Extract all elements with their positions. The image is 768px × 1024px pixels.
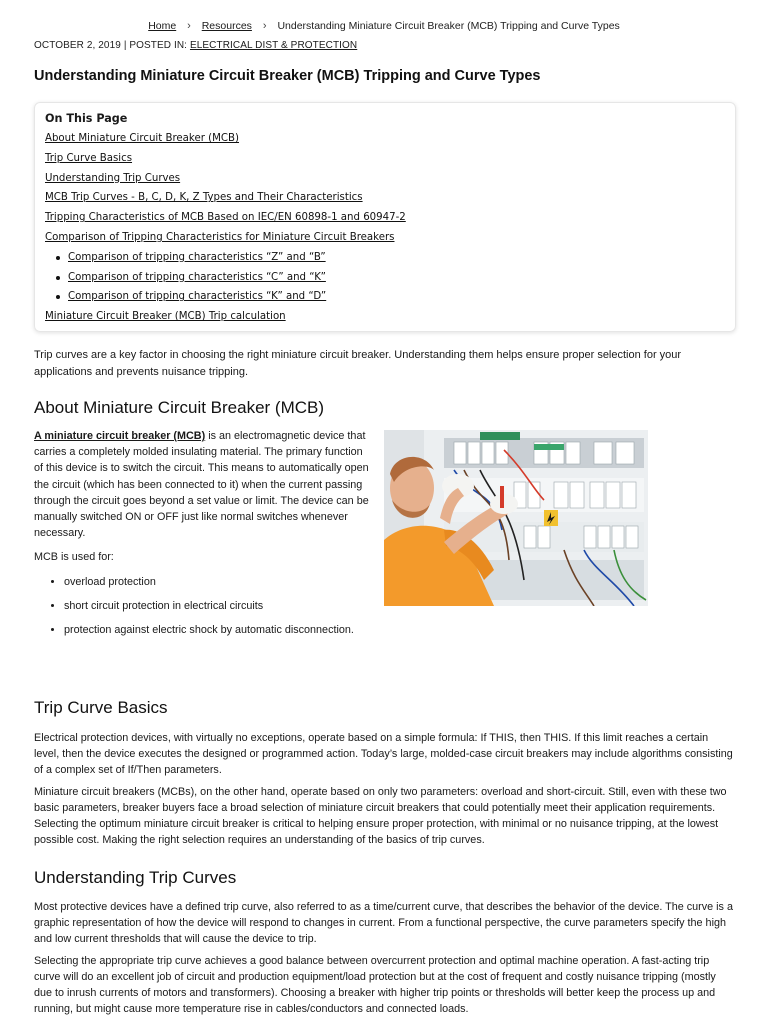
toc-link-compare-z-b[interactable]: Comparison of tripping characteristics “Z” and “B” xyxy=(68,251,326,263)
toc-item xyxy=(45,210,725,230)
trip-basics-paragraph: Electrical protection devices, with virtually no exceptions, operate based on a simple formula: If THIS, then THIS. If this limit reaches a certain level, then the device executes the designed or programmed action. Today’s large, molded-case circuit breakers may include algorithms consisting of a complex set of If/Then parameters. xyxy=(34,732,733,776)
toc-item xyxy=(45,230,725,250)
post-date: OCTOBER 2, 2019 xyxy=(34,40,121,51)
toc-link-comparison-tripping[interactable]: Comparison of Tripping Characteristics for Miniature Circuit Breakers xyxy=(45,231,395,243)
table-of-contents xyxy=(34,102,736,332)
toc-list xyxy=(45,131,725,329)
section-heading-understanding-trip-curves: Understanding Trip Curves xyxy=(34,868,237,887)
toc-link-understanding-trip-curves[interactable]: Understanding Trip Curves xyxy=(45,172,181,184)
trip-basics-text xyxy=(34,730,734,854)
toc-subitem xyxy=(45,270,725,290)
toc-item xyxy=(45,171,725,191)
intro-paragraph: Trip curves are a key factor in choosing the right miniature circuit breaker. Understanding them helps ensure proper selection for your applications and prevents nuisance tripping. xyxy=(34,349,682,378)
breadcrumb xyxy=(0,20,768,32)
toc-subitem xyxy=(45,289,725,309)
about-mcb-paragraph xyxy=(34,428,369,541)
toc-link-trip-curve-basics[interactable]: Trip Curve Basics xyxy=(45,152,133,164)
list-item: • protection against electric shock by automatic disconnection. xyxy=(64,622,369,638)
section-heading-trip-curve-basics: Trip Curve Basics xyxy=(34,698,168,717)
about-mcb-paragraph-text: is an electromagnetic device that carries a completely molded insulating material. The primary function of this device is to switch the circuit. This means to automatically open the circuit (which has been connected to it) when the current passing through the circuit goes beyond a set value or limit. The device can be manually switched ON or OFF just like normal switches whenever necessary. xyxy=(34,430,369,540)
toc-item xyxy=(45,190,725,210)
chevron-right-icon: › xyxy=(187,20,191,32)
toc-link-mcb-trip-curves[interactable]: MCB Trip Curves - B, C, D, K, Z Types and Their Characteristics xyxy=(45,192,363,204)
list-item: • short circuit protection in electrical circuits xyxy=(64,598,369,614)
breadcrumb-current: Understanding Miniature Circuit Breaker (MCB) Tripping and Curve Types xyxy=(277,20,620,32)
toc-link-tripping-characteristics-iec[interactable]: Tripping Characteristics of MCB Based on IEC/EN 60898-1 and 60947-2 xyxy=(45,212,406,224)
trip-curves-text xyxy=(34,899,734,1023)
toc-link-trip-calculation[interactable]: Miniature Circuit Breaker (MCB) Trip calculation xyxy=(45,311,286,323)
toc-item xyxy=(45,131,725,151)
toc-item xyxy=(45,309,725,329)
post-meta xyxy=(34,40,357,51)
posted-in-label: | POSTED IN: xyxy=(123,40,188,51)
breadcrumb-resources-link[interactable]: Resources xyxy=(201,20,252,32)
mcb-uses-list xyxy=(34,574,369,639)
breadcrumb-home-link[interactable]: Home xyxy=(148,20,177,32)
toc-link-compare-k-d[interactable]: Comparison of tripping characteristics “K” and “D” xyxy=(68,291,327,303)
toc-subitem xyxy=(45,250,725,270)
trip-curves-paragraph: Most protective devices have a defined trip curve, also referred to as a time/current curve, that describes the behavior of the device. The curve is a graphic representation of how the device will respond to changes in current. From a functional perspective, the curve parameters specify the high and low current thresholds that will cause the device to trip. xyxy=(34,901,733,945)
section-heading-about-mcb: About Miniature Circuit Breaker (MCB) xyxy=(34,398,325,417)
electrician-panel-image xyxy=(384,430,648,606)
page-title: Understanding Miniature Circuit Breaker (MCB) Tripping and Curve Types xyxy=(34,68,541,84)
about-mcb-text xyxy=(34,428,369,646)
mcb-used-for-label: MCB is used for: xyxy=(34,551,114,564)
toc-item xyxy=(45,151,725,171)
trip-curves-paragraph: Selecting the appropriate trip curve achieves a good balance between overcurrent protection and optimal machine operation. A fast-acting trip curve will do an excellent job of circuit and production equipment/load protection but at the cost of frequent and costly nuisance tripping (mostly due to inrush currents of motors and transformers). Choosing a breaker with higher trip points or thresholds will better keep the process up and running, but might cause more temperature rise in cables/conductors and connected loads. xyxy=(34,955,716,1015)
category-link[interactable]: ELECTRICAL DIST & PROTECTION xyxy=(189,40,358,51)
chevron-right-icon: › xyxy=(262,20,267,32)
list-item: • overload protection xyxy=(64,574,369,590)
toc-link-compare-c-k[interactable]: Comparison of tripping characteristics “C” and “K” xyxy=(68,271,326,283)
toc-link-about-mcb[interactable]: About Miniature Circuit Breaker (MCB) xyxy=(45,133,239,144)
trip-basics-paragraph: Miniature circuit breakers (MCBs), on the other hand, operate based on only two parameters: overload and short-circuit. Still, even with these two basic parameters, breaker buyers face a broad selection of miniature circuit breakers that could potentially meet their application requirements. Selecting the optimum miniature circuit breaker is critical to helping ensure proper protection, with minimal or no nuisance tripping, at the lowest possible cost. Making the right selection requires an understanding of the basics of trip curves. xyxy=(34,786,727,846)
toc-heading: On This Page xyxy=(45,112,128,125)
mcb-definition-link[interactable]: A miniature circuit breaker (MCB) xyxy=(34,430,206,442)
